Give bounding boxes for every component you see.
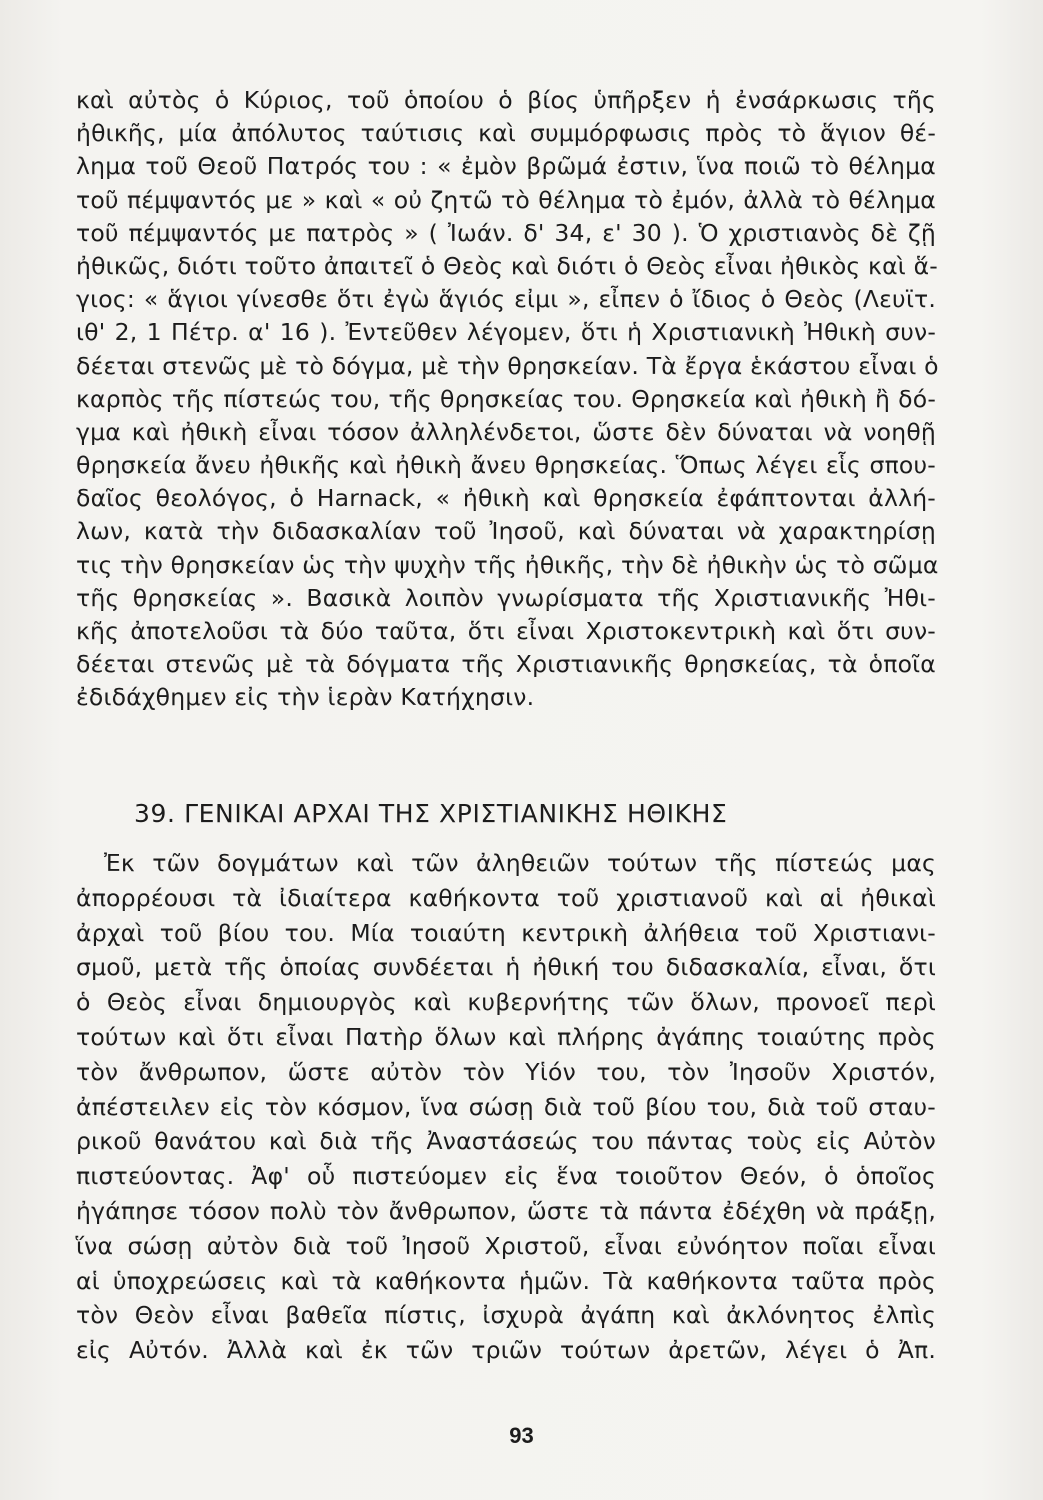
text-line: εἰς Αὐτόν. Ἀλλὰ καὶ ἐκ τῶν τριῶν τούτων ἀρετῶν, λέγει ὁ Ἀπ.	[76, 1336, 936, 1365]
text-line: τοῦ πέμψαντός με πατρὸς » ( Ἰωάν. δ' 34, ε' 30 ). Ὁ χριστιανὸς δὲ ζῇ	[76, 218, 936, 247]
text-line: δέεται στενῶς μὲ τὰ δόγματα τῆς Χριστιανικῆς θρησκείας, τὰ ὁποῖα	[76, 650, 936, 679]
section-heading: 39. ΓΕΝΙΚΑΙ ΑΡΧΑΙ ΤΗΣ ΧΡΙΣΤΙΑΝΙΚΗΣ ΗΘΙΚΗΣ	[134, 799, 728, 828]
text-line: τούτων καὶ ὅτι εἶναι Πατὴρ ὅλων καὶ πλήρης ἀγάπης τοιαύτης πρὸς	[76, 1022, 936, 1051]
text-line: ἀπορρέουσι τὰ ἰδιαίτερα καθήκοντα τοῦ χριστιανοῦ καὶ αἱ ἠθικαὶ	[76, 883, 936, 912]
page-number: 93	[509, 1423, 534, 1448]
text-line: τοῦ πέμψαντός με » καὶ « οὐ ζητῶ τὸ θέλημα τὸ ἐμόν, ἀλλὰ τὸ θέλημα	[76, 185, 936, 214]
text-line: ιθ' 2, 1 Πέτρ. α' 16 ). Ἐντεῦθεν λέγομεν, ὅτι ἡ Χριστιανικὴ Ἠθικὴ συν-	[76, 318, 936, 347]
text-line: πιστεύοντας. Ἀφ' οὗ πιστεύομεν εἰς ἕνα τοιοῦτον Θεόν, ὁ ὁποῖος	[76, 1162, 936, 1191]
text-line: θρησκεία ἄνευ ἠθικῆς καὶ ἠθικὴ ἄνευ θρησκείας. Ὅπως λέγει εἷς σπου-	[76, 451, 936, 480]
text-line: ἠγάπησε τόσον πολὺ τὸν ἄνθρωπον, ὥστε τὰ πάντα ἐδέχθη νὰ πράξῃ,	[76, 1196, 936, 1225]
paragraph-christian-ethics-intro	[76, 84, 939, 715]
text-line: ἀπέστειλεν εἰς τὸν κόσμον, ἵνα σώσῃ διὰ τοῦ βίου του, διὰ τοῦ σταυ-	[76, 1092, 936, 1121]
text-line: τις τὴν θρησκείαν ὡς τὴν ψυχὴν τῆς ἠθικῆς, τὴν δὲ ἠθικὴν ὡς τὸ σῶμα	[76, 550, 939, 579]
text-line: κῆς ἀποτελοῦσι τὰ δύο ταῦτα, ὅτι εἶναι Χριστοκεντρικὴ καὶ ὅτι συν-	[76, 617, 936, 645]
text-line: σμοῦ, μετὰ τῆς ὁποίας συνδέεται ἡ ἠθική του διδασκαλία, εἶναι, ὅτι	[76, 953, 936, 982]
text-line: γμα καὶ ἠθικὴ εἶναι τόσον ἀλληλένδετοι, ὥστε δὲν δύναται νὰ νοηθῇ	[76, 417, 936, 446]
paragraph-general-principles	[76, 846, 936, 1368]
text-line: Ἐκ τῶν δογμάτων καὶ τῶν ἀληθειῶν τούτων τῆς πίστεώς μας	[104, 849, 936, 877]
text-line: ἠθικῆς, μία ἀπόλυτος ταύτισις καὶ συμμόρφωσις πρὸς τὸ ἅγιον θέ-	[76, 119, 936, 148]
text-line: λων, κατὰ τὴν διδασκαλίαν τοῦ Ἰησοῦ, καὶ δύναται νὰ χαρακτηρίσῃ	[76, 517, 936, 546]
text-line: λημα τοῦ Θεοῦ Πατρός του : « ἐμὸν βρῶμά ἐστιν, ἵνα ποιῶ τὸ θέλημα	[76, 152, 936, 181]
text-line: καὶ αὐτὸς ὁ Κύριος, τοῦ ὁποίου ὁ βίος ὑπῆρξεν ἡ ἐνσάρκωσις τῆς	[76, 86, 936, 114]
text-line: ὁ Θεὸς εἶναι δημιουργὸς καὶ κυβερνήτης τῶν ὅλων, προνοεῖ περὶ	[76, 988, 936, 1017]
text-line: καρπὸς τῆς πίστεώς του, τῆς θρησκείας του. Θρησκεία καὶ ἠθικὴ ἢ δό-	[76, 384, 936, 413]
text-line: ρικοῦ θανάτου καὶ διὰ τῆς Ἀναστάσεώς του πάντας τοὺς εἰς Αὐτὸν	[76, 1127, 936, 1156]
text-line: γιος: « ἅγιοι γίνεσθε ὅτι ἐγὼ ἅγιός εἰμι », εἶπεν ὁ ἴδιος ὁ Θεὸς (Λευϊτ.	[76, 285, 936, 314]
text-line: ἠθικῶς, διότι τοῦτο ἀπαιτεῖ ὁ Θεὸς καὶ διότι ὁ Θεὸς εἶναι ἠθικὸς καὶ ἅ-	[76, 251, 938, 280]
text-line: τῆς θρησκείας ». Βασικὰ λοιπὸν γνωρίσματα τῆς Χριστιανικῆς Ἠθι-	[76, 583, 936, 612]
text-line: αἱ ὑποχρεώσεις καὶ τὰ καθήκοντα ἡμῶν. Τὰ καθήκοντα ταῦτα πρὸς	[76, 1266, 936, 1295]
text-line: τὸν ἄνθρωπον, ὥστε αὐτὸν τὸν Υἱόν του, τὸν Ἰησοῦν Χριστόν,	[76, 1057, 936, 1086]
text-line: ἵνα σώσῃ αὐτὸν διὰ τοῦ Ἰησοῦ Χριστοῦ, εἶναι εὐνόητον ποῖαι εἶναι	[76, 1231, 936, 1260]
text-line: τὸν Θεὸν εἶναι βαθεῖα πίστις, ἰσχυρὰ ἀγάπη καὶ ἀκλόνητος ἐλπὶς	[76, 1301, 936, 1330]
text-line: ἐδιδάχθημεν εἰς τὴν ἱερὰν Κατήχησιν.	[76, 683, 535, 712]
text-line: δέεται στενῶς μὲ τὸ δόγμα, μὲ τὴν θρησκείαν. Τὰ ἔργα ἑκάστου εἶναι ὁ	[76, 351, 939, 380]
text-line: δαῖος θεολόγος, ὁ Harnack, « ἠθικὴ καὶ θρησκεία ἐφάπτονται ἀλλή-	[76, 484, 936, 513]
text-line: ἀρχαὶ τοῦ βίου του. Μία τοιαύτη κεντρικὴ ἀλήθεια τοῦ Χριστιανι-	[76, 918, 936, 947]
